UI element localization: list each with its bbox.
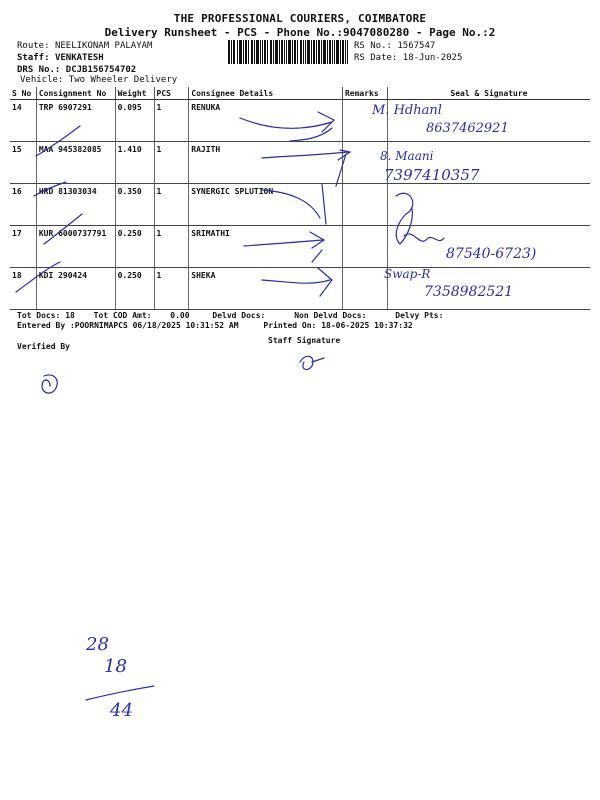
tally-divider bbox=[86, 686, 154, 700]
drs-value: DCJB156754702 bbox=[65, 65, 137, 75]
cell-consignee: SRIMATHI bbox=[189, 226, 343, 268]
cell-pcs: 1 bbox=[154, 268, 189, 310]
cell-consignment: HRD 81303034 bbox=[36, 184, 115, 226]
cell-signature bbox=[387, 142, 590, 184]
rs-no-label: RS No.: bbox=[354, 41, 392, 51]
cell-weight: 0.250 bbox=[115, 268, 154, 310]
cell-remarks bbox=[342, 100, 387, 142]
cell-remarks bbox=[342, 184, 387, 226]
cell-remarks bbox=[342, 268, 387, 310]
cell-consignment: TRP 6907291 bbox=[36, 100, 115, 142]
cell-pcs: 1 bbox=[154, 100, 189, 142]
sig4-phone: 87540-6723) bbox=[446, 246, 537, 262]
sig5-phone: 7358982521 bbox=[424, 284, 514, 300]
non-delvd-docs-label: Non Delvd Docs: bbox=[294, 311, 367, 320]
cell-signature bbox=[387, 268, 590, 310]
drs-line bbox=[17, 65, 136, 75]
vehicle-label: Vehicle: bbox=[20, 75, 64, 85]
staff-signature-label: Staff Signature bbox=[268, 336, 341, 345]
tot-docs-value: 18 bbox=[65, 311, 75, 320]
header-remarks: Remarks bbox=[342, 87, 387, 100]
header-sno: S No bbox=[10, 87, 36, 100]
verified-by-label: Verified By bbox=[17, 342, 70, 351]
vehicle-value: Two Wheeler Delivery bbox=[68, 75, 178, 85]
cell-consignee: SYNERGIC SPLUTION bbox=[189, 184, 343, 226]
cell-consignee: RENUKA bbox=[189, 100, 343, 142]
cell-weight: 0.250 bbox=[115, 226, 154, 268]
sig1-name: M. Hdhanl bbox=[372, 103, 442, 118]
cell-sno: 15 bbox=[10, 142, 36, 184]
table-row bbox=[10, 100, 590, 142]
rs-no-line bbox=[354, 41, 435, 51]
barcode-image bbox=[228, 40, 348, 64]
route-value: NEELIKONAM PALAYAM bbox=[54, 41, 153, 51]
entered-printed-line bbox=[17, 321, 413, 330]
cell-remarks bbox=[342, 142, 387, 184]
drs-label: DRS No.: bbox=[17, 65, 61, 75]
verified-mark bbox=[42, 375, 57, 393]
tally-bottom: 44 bbox=[110, 700, 133, 721]
staff-value: VENKATESH bbox=[54, 53, 104, 63]
staff-label: Staff: bbox=[17, 53, 50, 63]
table-row bbox=[10, 226, 590, 268]
sig5-name: Swap-R bbox=[384, 267, 431, 281]
staff-line bbox=[17, 53, 104, 63]
cell-sno: 16 bbox=[10, 184, 36, 226]
tally-mid: 18 bbox=[104, 656, 127, 677]
header-consignment: Consignment No bbox=[36, 87, 115, 100]
tot-cod-label: Tot COD Amt: bbox=[93, 311, 152, 320]
rs-date-value: 18-Jun-2025 bbox=[402, 53, 463, 63]
rs-no-value: 1567547 bbox=[397, 41, 436, 51]
sig2-phone: 7397410357 bbox=[384, 166, 480, 184]
rs-date-label: RS Date: bbox=[354, 53, 398, 63]
sig2-name: 8. Maani bbox=[380, 149, 434, 163]
header-weight: Weight bbox=[115, 87, 154, 100]
totals-line bbox=[17, 311, 443, 320]
cell-weight: 0.095 bbox=[115, 100, 154, 142]
rs-date-line bbox=[354, 53, 462, 63]
cell-sno: 17 bbox=[10, 226, 36, 268]
cell-weight: 1.410 bbox=[115, 142, 154, 184]
cell-weight: 0.350 bbox=[115, 184, 154, 226]
table-row bbox=[10, 142, 590, 184]
tally-top: 28 bbox=[86, 634, 109, 655]
runsheet-table bbox=[10, 87, 590, 310]
cell-sno: 14 bbox=[10, 100, 36, 142]
delvy-pts-label: Delvy Pts: bbox=[395, 311, 444, 320]
staff-signature-mark bbox=[300, 356, 324, 369]
header-signature: Seal & Signature bbox=[387, 87, 590, 100]
cell-consignee: SHEKA bbox=[189, 268, 343, 310]
cell-signature bbox=[387, 184, 590, 226]
route-label: Route: bbox=[17, 41, 50, 51]
cell-consignment: KUR 6000737791 bbox=[36, 226, 115, 268]
tot-docs-label: Tot Docs: bbox=[17, 311, 61, 320]
cell-consignment: MAA 945382085 bbox=[36, 142, 115, 184]
vehicle-line bbox=[20, 75, 177, 85]
sig1-phone: 8637462921 bbox=[426, 121, 509, 136]
cell-signature bbox=[387, 100, 590, 142]
company-title: THE PROFESSIONAL COURIERS, COIMBATORE bbox=[173, 12, 427, 25]
table-row bbox=[10, 268, 590, 310]
cell-pcs: 1 bbox=[154, 226, 189, 268]
cell-signature bbox=[387, 226, 590, 268]
entered-by: Entered By :POORNIMAPCS 06/18/2025 10:31:52 AM bbox=[17, 321, 239, 330]
table-row bbox=[10, 184, 590, 226]
header-consignee: Consignee Details bbox=[189, 87, 343, 100]
cell-consignment: KDI 290424 bbox=[36, 268, 115, 310]
route-line bbox=[17, 41, 152, 51]
cell-sno: 18 bbox=[10, 268, 36, 310]
cell-pcs: 1 bbox=[154, 184, 189, 226]
printed-on: Printed On: 18-06-2025 10:37:32 bbox=[263, 321, 413, 330]
cell-consignee: RAJITH bbox=[189, 142, 343, 184]
header-pcs: PCS bbox=[154, 87, 189, 100]
delvd-docs-label: Delvd Docs: bbox=[212, 311, 266, 320]
cell-remarks bbox=[342, 226, 387, 268]
runsheet-subtitle: Delivery Runsheet - PCS - Phone No.:9047080280 - Page No.:2 bbox=[104, 26, 496, 39]
cell-pcs: 1 bbox=[154, 142, 189, 184]
table-header-row bbox=[10, 87, 590, 100]
tot-cod-value: 0.00 bbox=[170, 311, 190, 320]
